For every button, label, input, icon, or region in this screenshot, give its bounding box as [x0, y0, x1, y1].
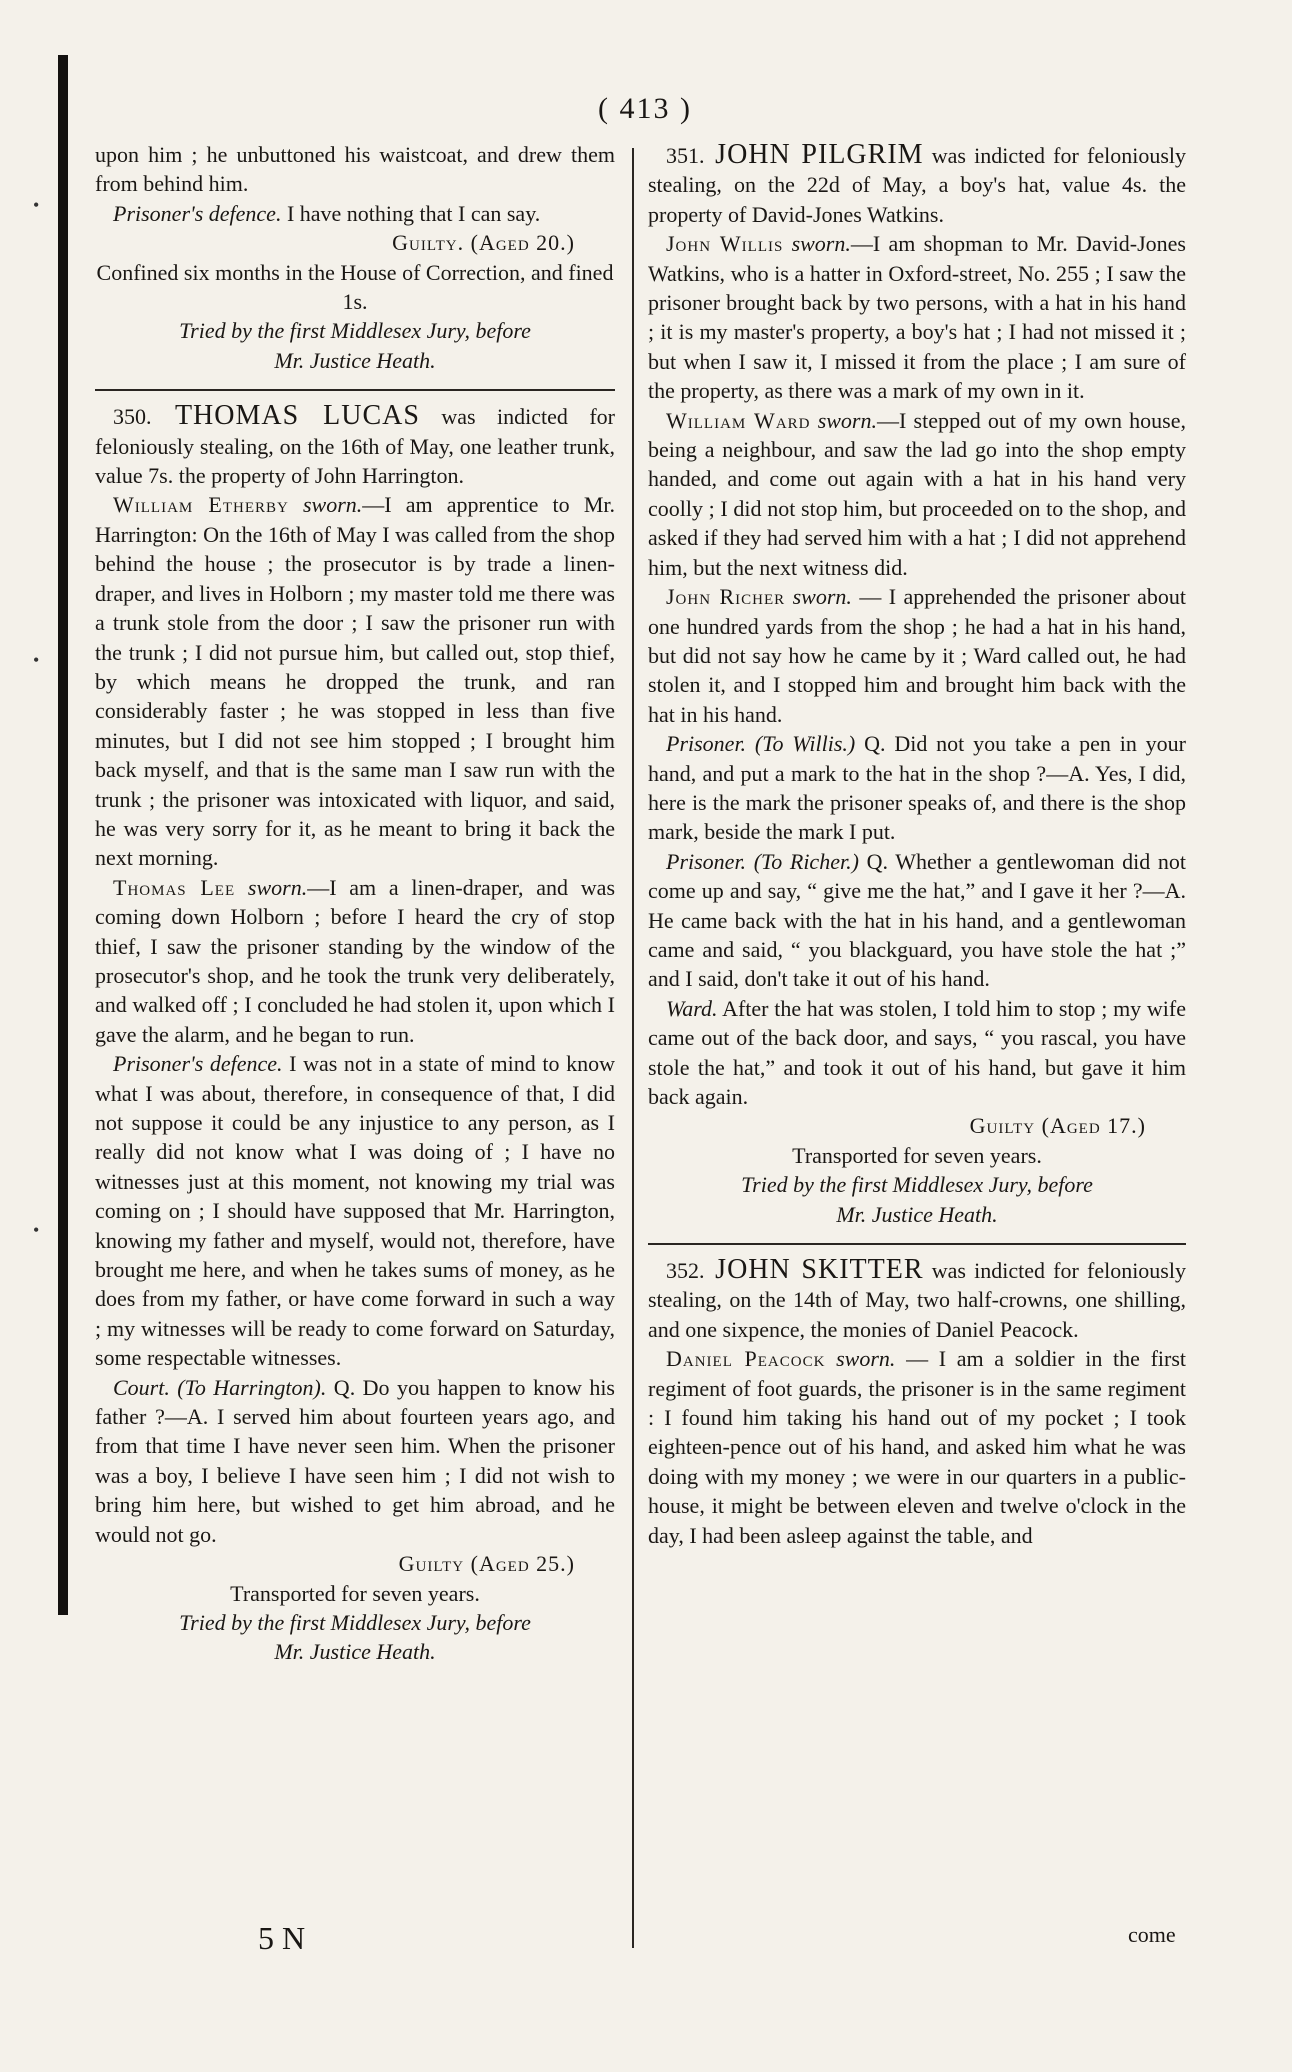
tried-line: Tried by the first Middlesex Jury, before — [179, 1609, 531, 1635]
case-heading-350: 350. THOMAS LUCAS was indicted for feloniously stealing, on the 16th of May, one leather trunk, value 7s. the property of John Harrington. — [95, 400, 615, 489]
sentence: Transported for seven years. — [792, 1142, 1042, 1168]
page-binding-edge — [58, 55, 68, 1615]
ward-statement: Ward. After the hat was stolen, I told him to stop ; my wife came out of the back door, and says, “ you rascal, you have stole the hat,” and took it out of his hand, but gave it him back again. — [648, 995, 1186, 1109]
defence-paragraph — [95, 199, 615, 228]
case-heading-351: 351. JOHN PILGRIM was indicted for feloniously stealing, on the 22d of May, a boy's hat, value 4s. the property of David-Jones Watkins. — [648, 139, 1186, 227]
witness-testimony: Daniel Peacock sworn. — I am a soldier in the first regiment of foot guards, the prisoner is in the same regiment : I found him taking his hand out of my pocket ; I took eighteen-pence out of his hand, and asked him what he was doing with my money ; we were in our quarters in a public-house, it might be between eleven and twelve o'clock in the day, I had been asleep against the table, and — [648, 1346, 1187, 1548]
column-divider — [632, 148, 634, 1948]
page-number: ( 413 ) — [598, 92, 692, 125]
prisoner-question: Prisoner. (To Richer.) Q. Whether a gentlewoman did not come up and say, “ give me the hat,” and I gave it her ?—A. He came back with the hat in his hand, and a gentlewoman came and said, “ you blackguard, you have stole the hat ;” and I said, don't take it out of his hand. — [648, 848, 1186, 992]
section-rule — [648, 1243, 1186, 1245]
prisoner-question: Prisoner. (To Willis.) Q. Did not you take a pen in your hand, and put a mark to the hat in the shop ?—A. Yes, I did, here is the mark the prisoner speaks of, and there is the shop mark, beside the mark I put. — [648, 731, 1186, 845]
witness-testimony: John Willis sworn.—I am shopman to Mr. David-Jones Watkins, who is a hatter in Oxford-street, No. 255 ; I saw the prisoner brought back by two persons, with a hat in his hand ; it is my master's property, a boy's hat ; I had not missed it ; but when I saw it, I missed it from the place ; I am sure of the property, as there was a mark of my own in it. — [648, 231, 1186, 404]
left-column — [95, 140, 615, 1667]
witness-name: John Richer — [666, 584, 786, 610]
signature-mark: 5 N — [258, 1920, 306, 1956]
defence-label: Prisoner's defence. — [113, 1051, 283, 1077]
judge-line: Mr. Justice Heath. — [274, 347, 436, 373]
verdict: Guilty (Aged 17.) — [969, 1113, 1146, 1139]
witness-name: John Willis — [666, 231, 784, 257]
catchword: come — [1128, 1922, 1176, 1947]
defence-text: I have nothing that I can say. — [281, 200, 541, 226]
court-question: Court. (To Harrington). Q. Do you happen to know his father ?—A. I served him about fourteen years ago, and from that time I have never seen him. When the prisoner was a boy, I believe I have seen him ; I did not wish to bring him here, but wished to get him abroad, and he would not go. — [95, 1374, 615, 1547]
verdict: Guilty. (Aged 20.) — [392, 230, 575, 256]
defence-paragraph: Prisoner's defence. I was not in a state of mind to know what I was about, therefore, in consequence of that, I did not suppose it could be any injustice to any person, as I really did not know what I was doing of ; I have no witnesses just at this moment, not knowing my trial was coming on ; I should have supposed that Mr. Harrington, knowing my father and myself, would not, therefore, have brought me here, and when he takes sums of money, as he does from my father, or have come forward in such a way ; my witnesses will be ready to come forward on Saturday, some respectable witnesses. — [95, 1051, 615, 1371]
court-label: Court. (To Harrington). — [113, 1374, 327, 1400]
prisoner-label: Prisoner. (To Richer.) — [666, 848, 859, 874]
witness-name: Daniel Peacock — [666, 1346, 826, 1372]
witness-name: William Ward — [666, 407, 811, 433]
case-heading-352: 352. JOHN SKITTER was indicted for feloniously stealing, on the 14th of May, two half-crowns, one shilling, and one sixpence, the monies of Daniel Peacock. — [648, 1254, 1186, 1342]
margin-dot: • — [33, 650, 40, 670]
ward-label: Ward. — [666, 995, 718, 1021]
right-column — [648, 140, 1186, 1550]
defence-label: Prisoner's defence. — [113, 200, 282, 226]
verdict: Guilty (Aged 25.) — [398, 1551, 575, 1577]
witness-testimony: William Etherby sworn.—I am apprentice to Mr. Harrington: On the 16th of May I was called from the shop behind the house ; the prosecutor is by trade a linen-draper, and lives in Holborn ; my master told me there was a trunk stole from the door ; I saw the prisoner run with the trunk ; I did not pursue him, but called out, stop thief, by which means he dropped the trunk, and ran considerably faster ; he was stopped in less than five minutes, but I did not see him stopped ; I brought him back myself, and that is the same man I saw run with the trunk ; the prisoner was intoxicated with liquor, and said, he was very sorry for it, as he meant to bring it back the next morning. — [95, 492, 615, 871]
witness-name: Thomas Lee — [113, 874, 236, 900]
judge-line: Mr. Justice Heath. — [836, 1201, 998, 1227]
judge-line: Mr. Justice Heath. — [274, 1639, 436, 1665]
prisoner-label: Prisoner. (To Willis.) — [666, 731, 856, 757]
margin-dot: • — [33, 1220, 40, 1240]
tried-line: Tried by the first Middlesex Jury, before — [741, 1172, 1093, 1198]
witness-testimony: William Ward sworn.—I stepped out of my own house, being a neighbour, and saw the lad go into the shop empty handed, and come out again with a hat in his hand very coolly ; I did not stop him, but proceeded on to the shop, and asked if they had served him with a hat ; I did not apprehend him, but the next witness did. — [648, 407, 1187, 580]
margin-dot: • — [33, 195, 40, 215]
sentence: Confined six months in the House of Correction, and fined 1s. — [96, 259, 614, 315]
section-rule — [95, 389, 615, 391]
witness-testimony: Thomas Lee sworn.—I am a linen-draper, and was coming down Holborn ; before I heard the cry of stop thief, I saw the prisoner standing by the window of the prosecutor's shop, and he took the trunk very deliberately, and walked off ; I concluded he had stolen it, upon which I gave the alarm, and he began to run. — [95, 874, 615, 1047]
sentence: Transported for seven years. — [230, 1580, 480, 1606]
witness-testimony: John Richer sworn. — I apprehended the prisoner about one hundred yards from the shop ; he had a hat in his hand, but did not say how he came by it ; Ward called out, he had stolen it, and I stopped him and brought him back with the hat in his hand. — [648, 584, 1187, 727]
tried-line: Tried by the first Middlesex Jury, before — [179, 318, 531, 344]
witness-name: William Etherby — [113, 492, 289, 518]
continued-text: upon him ; he unbuttoned his waistcoat, and drew them from behind him. — [95, 142, 615, 197]
